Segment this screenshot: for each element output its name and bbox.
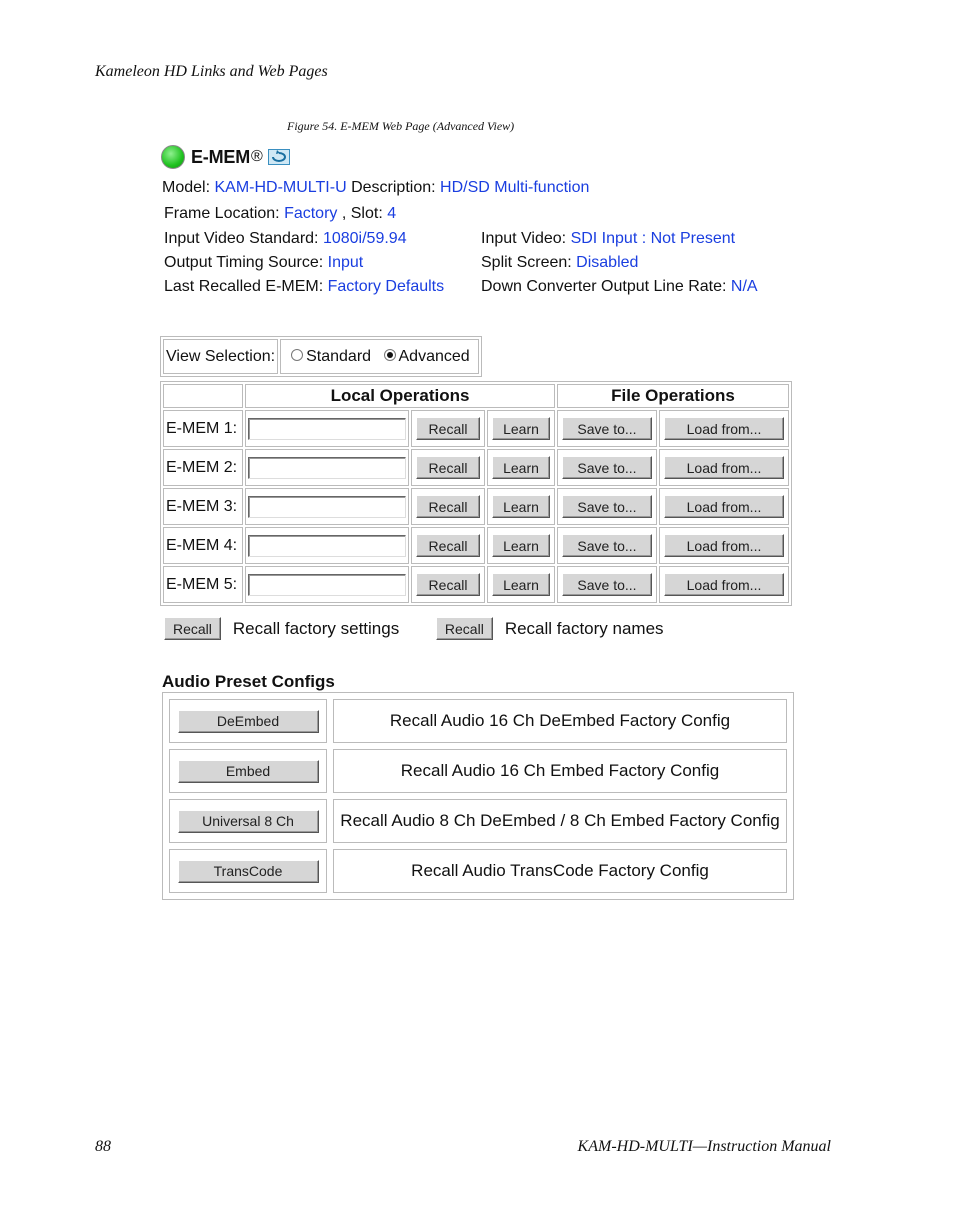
audio-preset-button[interactable]: DeEmbed [178,710,319,733]
load-cell [659,488,789,525]
down-converter-label: Down Converter Output Line Rate: [481,278,727,295]
figure-caption: Figure 54. E-MEM Web Page (Advanced View) [287,119,515,133]
audio-button-cell [169,799,327,843]
audio-preset-button[interactable]: Universal 8 Ch [178,810,319,833]
audio-preset-row [169,799,787,843]
factory-recall-row [164,617,664,640]
save-to-button[interactable]: Save to... [562,534,652,557]
local-operations-header: Local Operations [245,384,555,408]
recall-cell [411,410,485,447]
emem-row [163,410,789,447]
output-timing-label: Output Timing Source: [164,254,324,271]
emem-name-cell [245,527,409,564]
load-cell [659,449,789,486]
save-to-button[interactable]: Save to... [562,573,652,596]
audio-preset-row [169,849,787,893]
audio-preset-heading: Audio Preset Configs [162,672,335,691]
load-from-button[interactable]: Load from... [664,534,784,557]
input-video-standard-label: Input Video Standard: [164,230,319,247]
emem-name-input[interactable] [248,535,406,557]
save-to-button[interactable]: Save to... [562,495,652,518]
load-cell [659,410,789,447]
emem-name-input[interactable] [248,496,406,518]
save-cell [557,527,657,564]
down-converter-line [481,278,758,296]
recall-cell [411,527,485,564]
input-video-value: SDI Input : Not Present [570,230,736,247]
page-title: E-MEM [191,146,250,167]
audio-preset-row [169,749,787,793]
down-converter-value: N/A [730,278,758,295]
emem-name-input[interactable] [248,457,406,479]
slot-label: , Slot: [337,205,383,222]
recall-button[interactable]: Recall [416,495,480,518]
learn-button[interactable]: Learn [492,495,550,518]
frame-location-value: Factory [284,205,338,222]
audio-preset-row [169,699,787,743]
learn-button[interactable]: Learn [492,573,550,596]
emem-row-label: E-MEM 1: [163,410,243,447]
emem-name-cell [245,410,409,447]
audio-preset-text: Recall Audio TransCode Factory Config [333,849,787,893]
output-timing-value: Input [327,254,364,271]
description-label: Description: [351,179,436,196]
split-screen-value: Disabled [576,254,639,271]
recall-cell [411,566,485,603]
emem-name-cell [245,488,409,525]
radio-advanced[interactable] [384,349,396,361]
save-cell [557,488,657,525]
audio-preset-button[interactable]: TransCode [178,860,319,883]
page-number: 88 [95,1138,111,1155]
learn-button[interactable]: Learn [492,417,550,440]
emem-row-label: E-MEM 5: [163,566,243,603]
emem-operations-table [160,381,792,606]
emem-name-input[interactable] [248,574,406,596]
emem-name-cell [245,566,409,603]
file-operations-header: File Operations [557,384,789,408]
emem-row [163,527,789,564]
learn-cell [487,410,555,447]
frame-location-line [164,205,396,223]
input-video-label: Input Video: [481,230,567,247]
page-title-row [161,143,290,171]
radio-advanced-label: Advanced [398,347,470,365]
view-selection-table [160,336,482,377]
recall-factory-names-text: Recall factory names [504,618,664,638]
audio-button-cell [169,849,327,893]
load-from-button[interactable]: Load from... [664,495,784,518]
recall-button[interactable]: Recall [416,456,480,479]
recall-button[interactable]: Recall [416,534,480,557]
load-cell [659,527,789,564]
input-video-standard-line [164,230,407,248]
recall-cell [411,449,485,486]
input-video-standard-value: 1080i/59.94 [322,230,407,247]
load-cell [659,566,789,603]
save-cell [557,566,657,603]
audio-preset-table [162,692,794,900]
learn-cell [487,449,555,486]
refresh-icon[interactable] [268,149,290,165]
save-cell [557,449,657,486]
status-led-icon [161,145,185,169]
split-screen-label: Split Screen: [481,254,572,271]
recall-cell [411,488,485,525]
radio-standard-label: Standard [306,347,372,365]
load-from-button[interactable]: Load from... [664,456,784,479]
audio-button-cell [169,749,327,793]
input-video-line [481,230,735,248]
learn-cell [487,527,555,564]
emem-name-cell [245,449,409,486]
radio-standard[interactable] [291,349,303,361]
audio-preset-text: Recall Audio 16 Ch DeEmbed Factory Config [333,699,787,743]
recall-factory-names-button[interactable]: Recall [436,617,493,640]
emem-row [163,566,789,603]
learn-button[interactable]: Learn [492,456,550,479]
audio-preset-text: Recall Audio 16 Ch Embed Factory Config [333,749,787,793]
model-label: Model: [162,179,211,196]
load-from-button[interactable]: Load from... [664,573,784,596]
learn-button[interactable]: Learn [492,534,550,557]
recall-factory-settings-text: Recall factory settings [232,618,400,638]
recall-button[interactable]: Recall [416,573,480,596]
frame-location-label: Frame Location: [164,205,280,222]
save-to-button[interactable]: Save to... [562,417,652,440]
model-value: KAM-HD-MULTI-U [214,179,347,196]
manual-title: KAM-HD-MULTI—Instruction Manual [577,1138,831,1155]
output-timing-line [164,254,363,272]
last-recalled-value: Factory Defaults [327,278,445,295]
header-blank [163,384,243,408]
emem-row [163,449,789,486]
emem-row-label: E-MEM 3: [163,488,243,525]
registered-mark: ® [251,148,263,165]
audio-button-cell [169,699,327,743]
audio-preset-button[interactable]: Embed [178,760,319,783]
recall-button[interactable]: Recall [416,417,480,440]
slot-value: 4 [387,205,397,222]
emem-row-label: E-MEM 2: [163,449,243,486]
save-to-button[interactable]: Save to... [562,456,652,479]
last-recalled-line [164,278,444,296]
learn-cell [487,566,555,603]
description-value: HD/SD Multi-function [440,179,590,196]
emem-name-input[interactable] [248,418,406,440]
last-recalled-label: Last Recalled E-MEM: [164,278,324,295]
model-line [162,179,589,197]
audio-preset-text: Recall Audio 8 Ch DeEmbed / 8 Ch Embed Factory Config [333,799,787,843]
recall-factory-settings-button[interactable]: Recall [164,617,221,640]
save-cell [557,410,657,447]
load-from-button[interactable]: Load from... [664,417,784,440]
split-screen-line [481,254,638,272]
running-header: Kameleon HD Links and Web Pages [95,63,328,80]
emem-row [163,488,789,525]
emem-row-label: E-MEM 4: [163,527,243,564]
view-selection-options [280,339,479,374]
learn-cell [487,488,555,525]
view-selection-label: View Selection: [163,339,278,374]
